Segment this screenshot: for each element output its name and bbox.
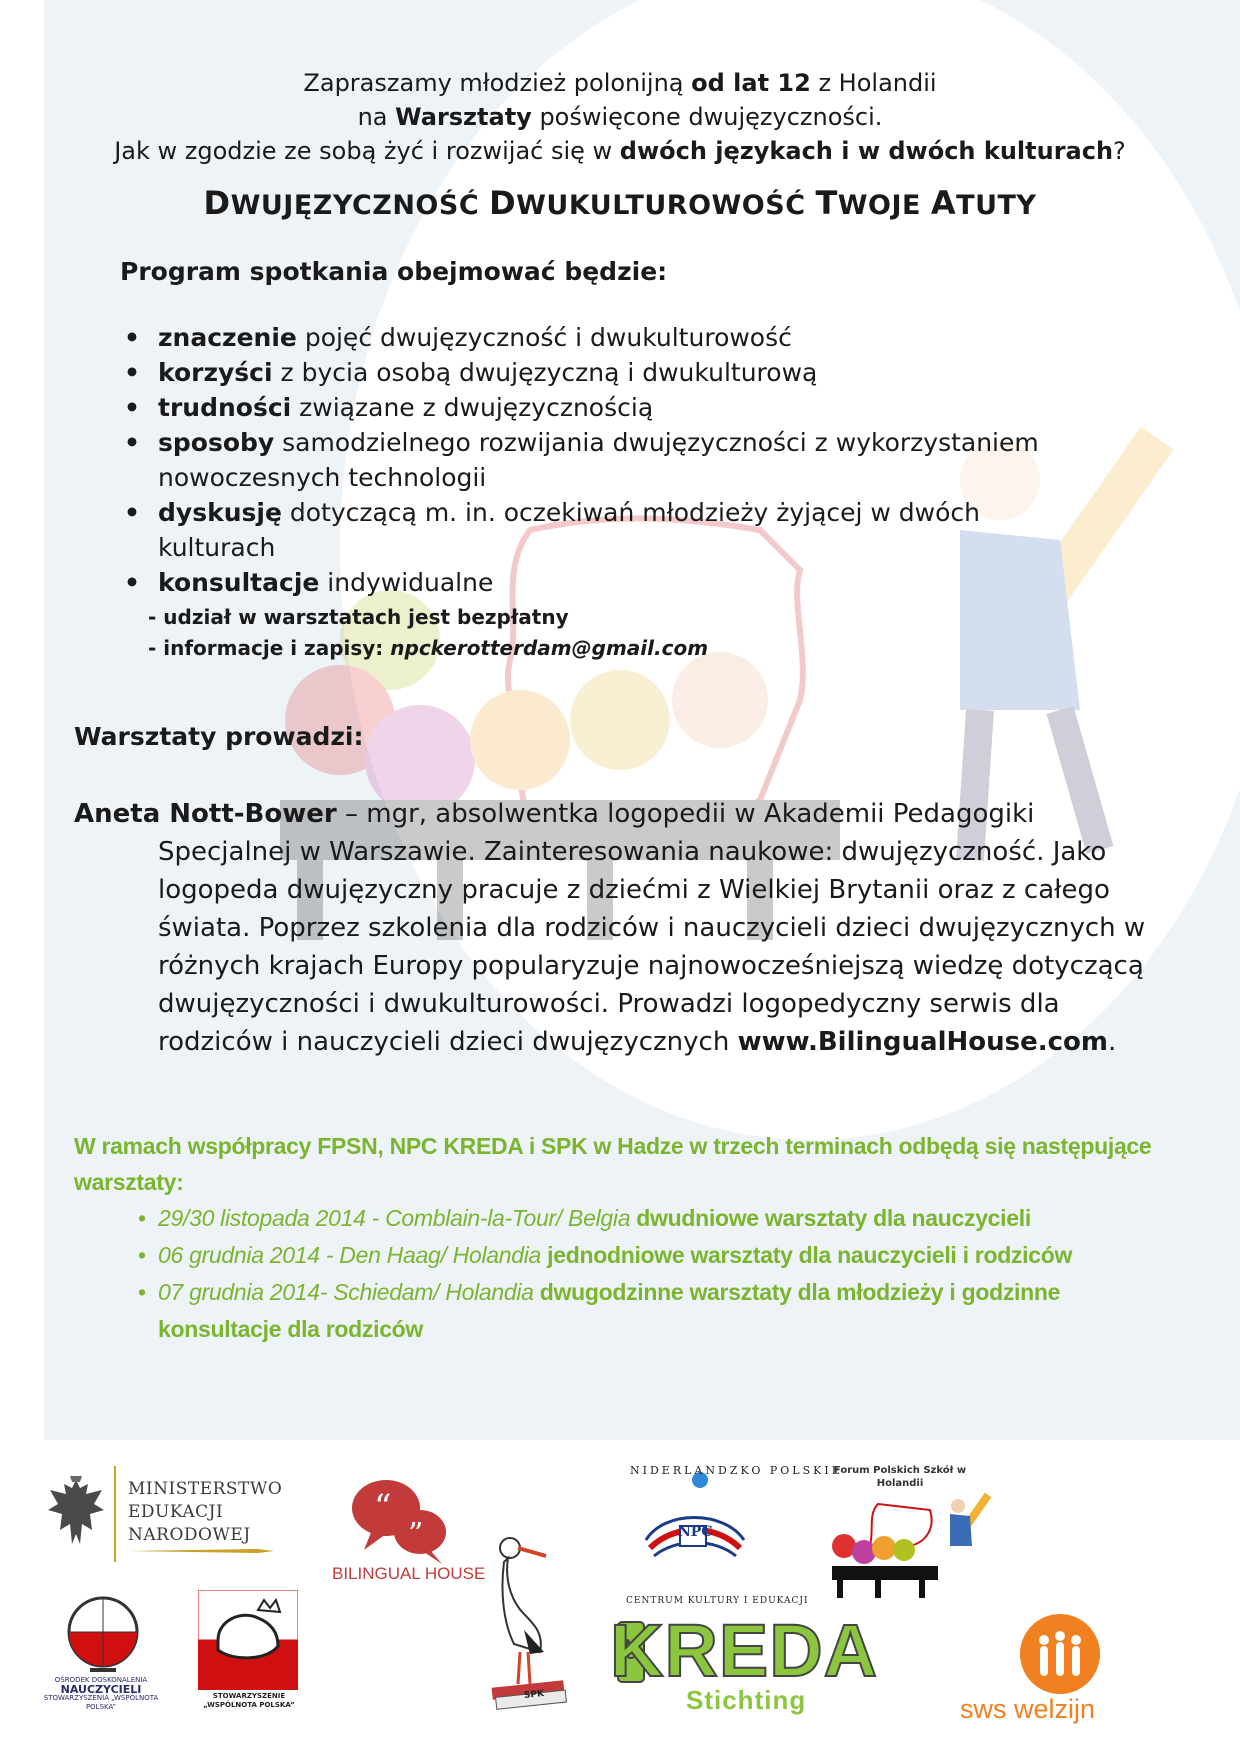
spk-logo-text: SPK	[523, 1688, 545, 1702]
program-item-text: związane z dwujęzycznością	[291, 393, 654, 422]
intro-line-1	[60, 66, 1180, 100]
trainer-website-link[interactable]: www.BilingualHouse.com	[737, 1027, 1108, 1057]
program-item-keyword: znaczenie	[158, 323, 297, 352]
svg-text:”: ”	[408, 1517, 424, 1552]
contact-note	[148, 633, 708, 664]
npc-logo-center: NPC	[678, 1524, 713, 1540]
mein-divider	[114, 1466, 116, 1562]
intro-line-3	[60, 134, 1180, 168]
svg-text:“: “	[374, 1487, 392, 1527]
trainer-bio	[74, 795, 1154, 1061]
program-item-keyword: korzyści	[158, 358, 273, 387]
odn-logo-big: NAUCZYCIELI	[60, 1683, 142, 1696]
intro-text: Zapraszamy młodzież polonijną	[303, 69, 692, 97]
program-item	[124, 425, 1084, 495]
workshop-date-item	[138, 1200, 1098, 1237]
bilingual-house-speech-icon	[350, 1474, 450, 1564]
workshop-date-item	[138, 1237, 1098, 1274]
mein-logo-text	[128, 1478, 282, 1547]
odn-logo-text	[38, 1676, 164, 1712]
trainer-bio-end: .	[1107, 1027, 1117, 1057]
participation-notes	[148, 602, 708, 664]
trainer-bio-text: Specjalnej w Warszawie. Zainteresowania naukowe: dwujęzyczność. Jako logopeda dwujęzyczny pracuje z dziećmi z Wielkiej Brytanii oraz z całego świata. Poprzez szkolenia dla rodziców i nauczycieli dzieci dwujęzycznych w różnych krajach Europy popularyzuje najnowocześniejszą wiedzę dotyczącą dwujęzyczności i dwukulturowości. Prowadzi logopedyczny serwis dla rodziców i nauczycieli dzieci dwujęzycznych	[158, 837, 1146, 1057]
intro-text: poświęcone dwujęzyczności.	[531, 103, 883, 131]
mein-line-1: MINISTERSTWO	[128, 1479, 283, 1499]
program-item-text: pojęć dwujęzyczność i dwukulturowość	[296, 323, 792, 352]
kreda-logo-text: KREDA	[610, 1609, 879, 1692]
mein-line-3: NARODOWEJ	[128, 1525, 251, 1545]
intro-text: Jak w zgodzie ze sobą żyć i rozwijać się w	[114, 137, 620, 165]
sws-welzijn-logo-icon	[1018, 1612, 1102, 1696]
bilingual-house-logo-text: BILINGUAL HOUSE	[332, 1564, 486, 1583]
free-note: - udział w warsztatach jest bezpłatny	[148, 605, 569, 629]
intro-line-2	[60, 100, 1180, 134]
headline-cap: A	[930, 184, 957, 222]
workshop-description: dwudniowe warsztaty dla nauczycieli	[630, 1205, 1031, 1231]
forum-logo-text: Forum Polskich Szkół w Holandii	[833, 1465, 967, 1489]
workshop-description: dwugodzinne warsztaty dla młodzieży i godzinne konsultacje dla rodziców	[158, 1279, 1061, 1342]
workshop-date: 07 grudnia 2014- Schiedam/ Holandia	[158, 1279, 534, 1305]
program-item-keyword: sposoby	[158, 428, 275, 457]
mein-pen-icon	[128, 1546, 274, 1556]
program-item	[124, 495, 1084, 565]
program-list	[124, 320, 1084, 600]
program-item-text: z bycia osobą dwujęzyczną i dwukulturową	[272, 358, 818, 387]
trainer-heading: Warsztaty prowadzi:	[74, 722, 364, 751]
headline-cap: T	[815, 184, 838, 222]
headline-word: WUKULTUROWOŚĆ	[516, 190, 806, 221]
trainer-name: Aneta Nott-Bower	[74, 799, 337, 829]
program-item	[124, 320, 1084, 355]
program-item-text: samodzielnego rozwijania dwujęzyczności z wykorzystaniem nowoczesnych technologii	[158, 428, 1039, 492]
contact-email[interactable]: npckerotterdam@gmail.com	[390, 636, 709, 660]
odn-logo-small: OŚRODEK DOSKONALENIA	[54, 1676, 148, 1684]
trainer-bio-body	[74, 833, 1154, 1061]
program-item	[124, 565, 1084, 600]
program-item-keyword: dyskusję	[158, 498, 282, 527]
headline-word: WOJE	[837, 190, 921, 221]
intro-age: od lat 12	[691, 69, 811, 97]
program-item-keyword: trudności	[158, 393, 292, 422]
headline-word: TUTY	[956, 190, 1037, 221]
intro-text: ?	[1113, 137, 1126, 165]
stork-icon	[474, 1534, 584, 1712]
polish-eagle-icon	[44, 1474, 108, 1552]
trainer-bio-first-line: – mgr, absolwentka logopedii w Akademii Pedagogiki	[336, 799, 1035, 829]
cooperation-intro: W ramach współpracy FPSN, NPC KREDA i SPK w Hadze w trzech terminach odbędą się następujące warsztaty:	[74, 1133, 1152, 1195]
intro-text: z Holandii	[810, 69, 937, 97]
npc-logo-ring-bottom: CENTRUM KULTURY I EDUKACJI	[626, 1596, 809, 1606]
headline-cap: D	[489, 184, 517, 222]
npc-logo-ring-top: NIDERLANDZKO POLSKIE	[630, 1464, 843, 1477]
mein-line-2: EDUKACJI	[128, 1502, 224, 1522]
program-item-text: indywidualne	[319, 568, 494, 597]
kreda-stichting-text: Stichting	[686, 1685, 807, 1715]
odn-logo-sub: STOWARZYSZENIA „WSPÓLNOTA POLSKA”	[43, 1694, 159, 1711]
headline	[60, 184, 1180, 222]
headline-cap: D	[203, 184, 231, 222]
wspolnota-polska-logo	[198, 1590, 298, 1690]
program-heading: Program spotkania obejmować będzie:	[120, 257, 668, 286]
npc-centrum-logo	[604, 1470, 784, 1610]
intro-emphasis: dwóch językach i w dwóch kulturach	[619, 137, 1114, 165]
intro-workshops: Warsztaty	[395, 103, 532, 131]
wspolnota-polska-text: STOWARZYSZENIE „WSPÓLNOTA POLSKA”	[203, 1692, 295, 1709]
workshop-description: jednodniowe warsztaty dla nauczycieli i rodziców	[541, 1242, 1073, 1268]
program-item	[124, 355, 1084, 390]
workshop-dates-list	[138, 1200, 1098, 1348]
intro-text: na	[357, 103, 396, 131]
forum-illustration	[818, 1490, 1008, 1598]
contact-label: - informacje i zapisy:	[148, 636, 391, 660]
workshop-date: 29/30 listopada 2014 - Comblain-la-Tour/ Belgia	[158, 1205, 631, 1231]
program-item-text: dotyczącą m. in. oczekiwań młodzieży żyjącej w dwóch kulturach	[158, 498, 981, 562]
sws-welzijn-logo-text: sws welzijn	[960, 1694, 1096, 1724]
workshop-date-item	[138, 1274, 1098, 1348]
workshop-date: 06 grudnia 2014 - Den Haag/ Holandia	[158, 1242, 542, 1268]
headline-word: WUJĘZYCZNOŚĆ	[230, 190, 480, 221]
globe-icon	[60, 1592, 146, 1678]
program-item-keyword: konsultacje	[158, 568, 320, 597]
program-item	[124, 390, 1084, 425]
